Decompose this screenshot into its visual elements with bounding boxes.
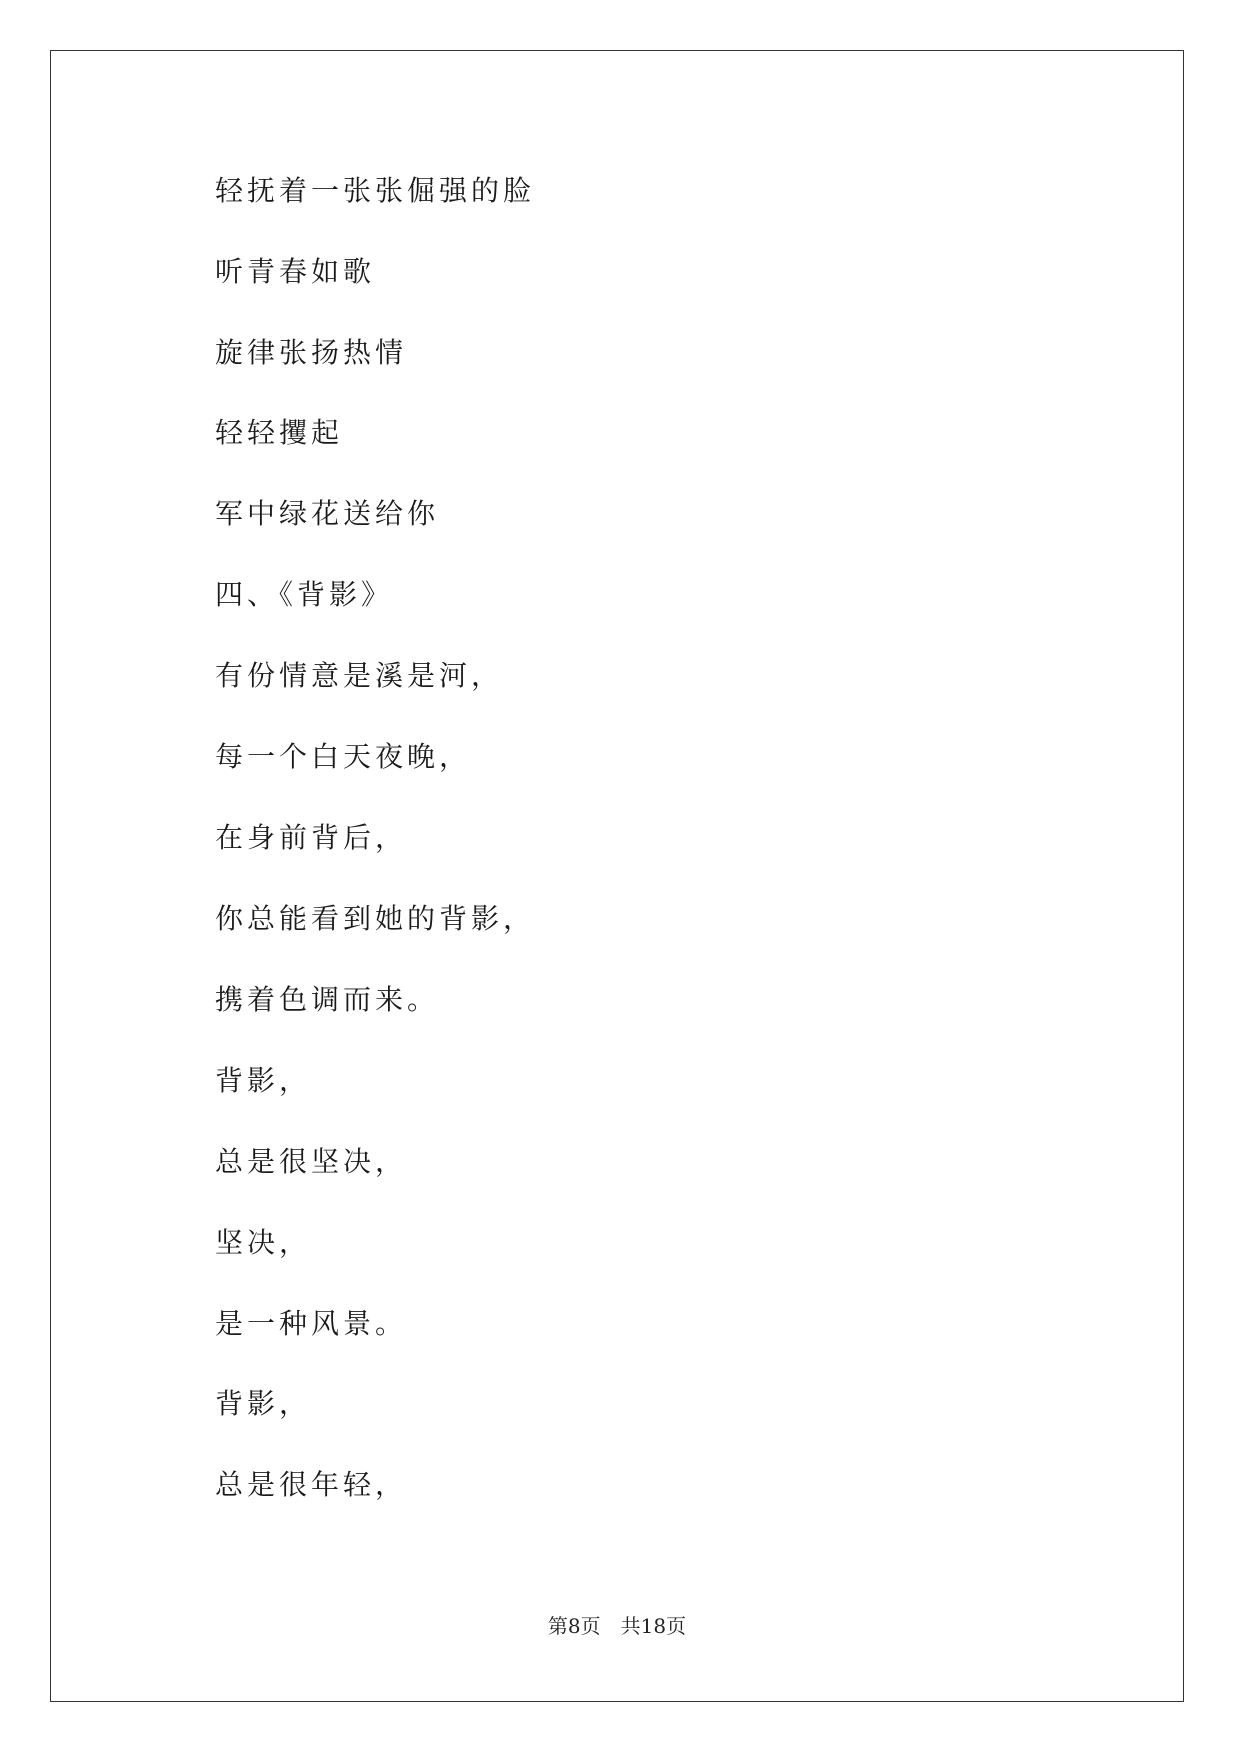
document-body xyxy=(51,51,1183,1701)
text-line: 旋律张扬热情 xyxy=(215,336,408,369)
text-line: 在身前背后， xyxy=(215,821,408,854)
page-footer xyxy=(51,1613,1183,1639)
text-line: 轻抚着一张张倔强的脸 xyxy=(215,174,536,207)
text-line: 你总能看到她的背影， xyxy=(215,902,536,935)
text-line: 背影， xyxy=(215,1387,312,1420)
text-line: 坚决， xyxy=(215,1226,312,1259)
text-line: 背影， xyxy=(215,1064,312,1097)
text-line: 轻轻攫起 xyxy=(215,416,344,449)
page-total: 共18页 xyxy=(620,1614,687,1638)
text-line: 有份情意是溪是河， xyxy=(215,659,504,692)
text-line: 军中绿花送给你 xyxy=(215,497,440,530)
section-heading: 四、《背影》 xyxy=(215,578,394,611)
page-number: 第8页 xyxy=(547,1614,601,1638)
text-line: 携着色调而来。 xyxy=(215,983,440,1016)
page-frame xyxy=(50,50,1184,1702)
text-line: 总是很坚决， xyxy=(215,1145,408,1178)
text-line: 听青春如歌 xyxy=(215,255,376,288)
text-line: 每一个白天夜晚， xyxy=(215,740,472,773)
text-line: 总是很年轻， xyxy=(215,1468,408,1501)
text-line: 是一种风景。 xyxy=(215,1307,408,1340)
